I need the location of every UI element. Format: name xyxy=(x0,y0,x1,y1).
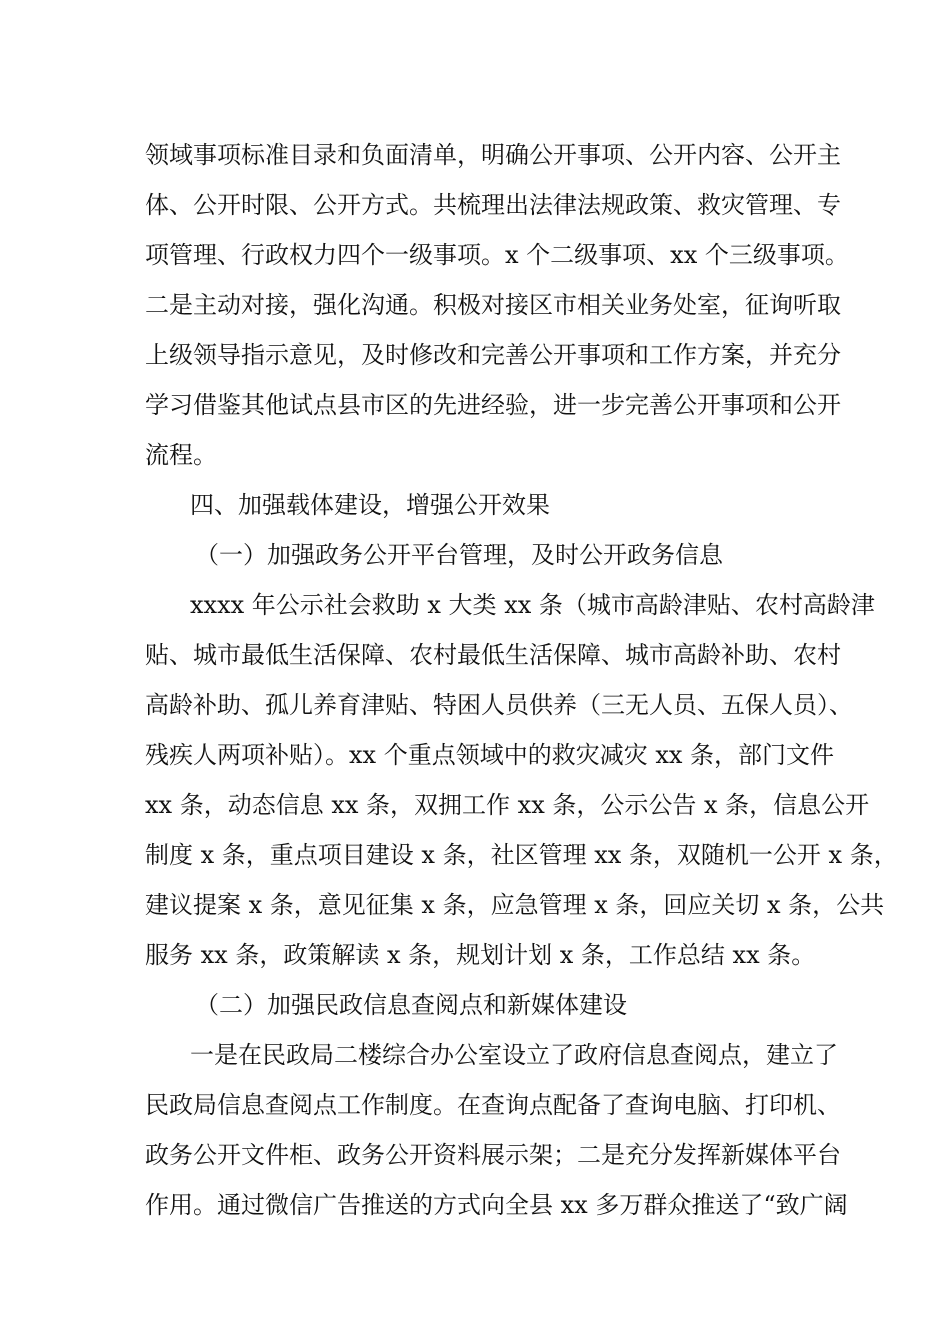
body-text-line: 制度 x 条，重点项目建设 x 条，社区管理 xx 条，双随机一公开 x 条， xyxy=(145,841,898,869)
body-text-line: xx 条，动态信息 xx 条，双拥工作 xx 条，公示公告 x 条，信息公开 xyxy=(145,791,870,819)
body-text-line: 体、公开时限、公开方式。共梳理出法律法规政策、救灾管理、专 xyxy=(145,191,841,219)
body-text-line: 领域事项标准目录和负面清单，明确公开事项、公开内容、公开主 xyxy=(145,141,841,169)
body-text-line: xxxx 年公示社会救助 x 大类 xx 条（城市高龄津贴、农村高龄津 xyxy=(190,591,875,619)
subsection-heading: （二）加强民政信息查阅点和新媒体建设 xyxy=(195,991,627,1019)
section-heading: 四、加强载体建设，增强公开效果 xyxy=(190,491,550,519)
subsection-heading: （一）加强政务公开平台管理，及时公开政务信息 xyxy=(195,541,723,569)
body-text-line: 二是主动对接，强化沟通。积极对接区市相关业务处室，征询听取 xyxy=(145,291,841,319)
body-text-line: 高龄补助、孤儿养育津贴、特困人员供养（三无人员、五保人员）、 xyxy=(145,691,853,719)
body-text-line: 流程。 xyxy=(145,441,217,469)
body-text-line: 学习借鉴其他试点县市区的先进经验，进一步完善公开事项和公开 xyxy=(145,391,841,419)
body-text-line: 残疾人两项补贴）。xx 个重点领域中的救灾减灾 xx 条，部门文件 xyxy=(145,741,835,769)
body-text-line: 上级领导指示意见，及时修改和完善公开事项和工作方案，并充分 xyxy=(145,341,841,369)
body-text-line: 贴、城市最低生活保障、农村最低生活保障、城市高龄补助、农村 xyxy=(145,641,841,669)
body-text-line: 建议提案 x 条，意见征集 x 条，应急管理 x 条，回应关切 x 条，公共 xyxy=(145,891,885,919)
body-text-line: 作用。通过微信广告推送的方式向全县 xx 多万群众推送了“致广阔 xyxy=(145,1191,848,1219)
body-text-line: 一是在民政局二楼综合办公室设立了政府信息查阅点，建立了 xyxy=(190,1041,838,1069)
body-text-line: 服务 xx 条，政策解读 x 条，规划计划 x 条，工作总结 xx 条。 xyxy=(145,941,816,969)
body-text-line: 政务公开文件柜、政务公开资料展示架；二是充分发挥新媒体平台 xyxy=(145,1141,841,1169)
body-text-line: 民政局信息查阅点工作制度。在查询点配备了查询电脑、打印机、 xyxy=(145,1091,841,1119)
body-text-line: 项管理、行政权力四个一级事项。x 个二级事项、xx 个三级事项。 xyxy=(145,241,849,269)
